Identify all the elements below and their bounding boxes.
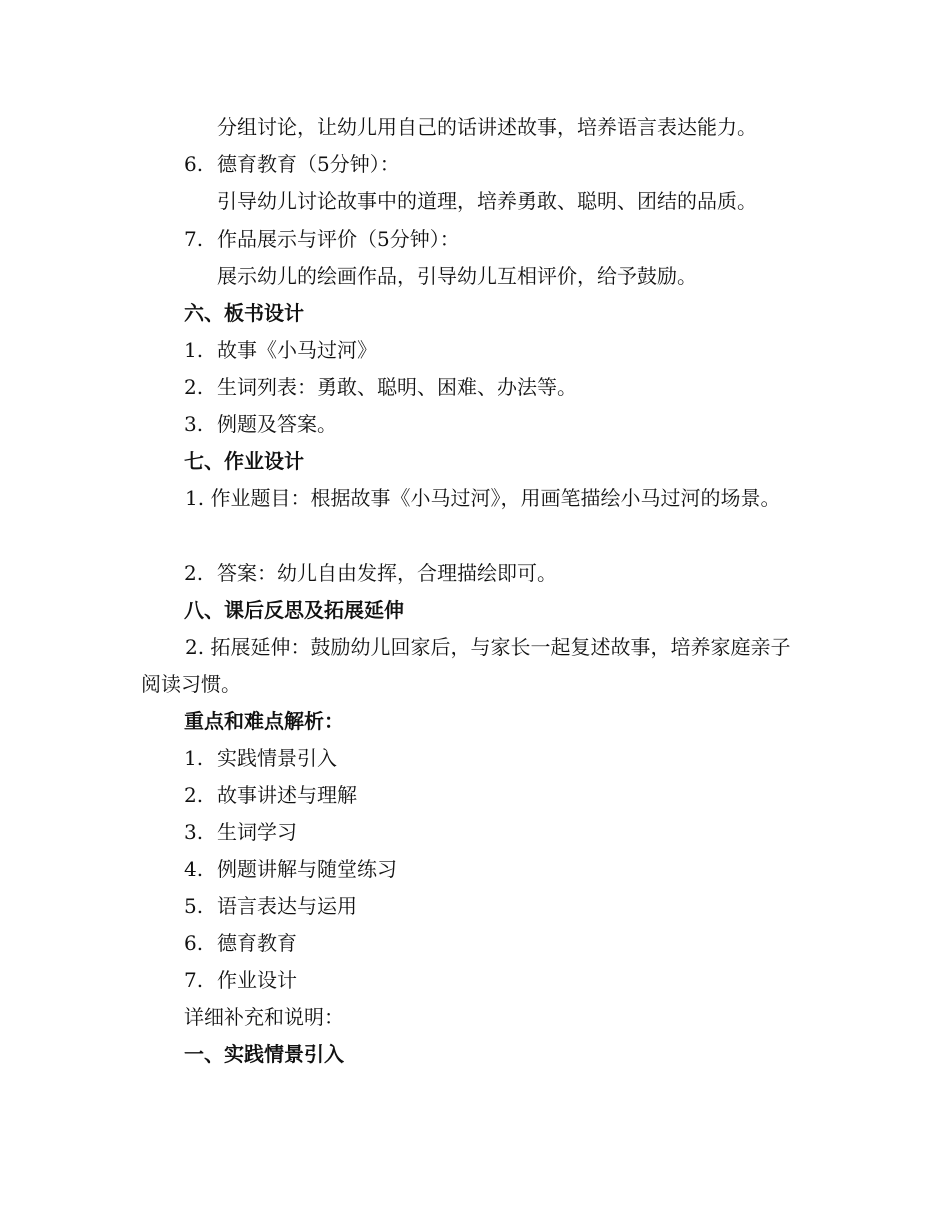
list-number: 3. <box>184 412 204 436</box>
section-heading-practice-intro: 一、实践情景引入 <box>184 1042 344 1066</box>
list-number: 2. <box>184 783 204 807</box>
list-item-answer <box>184 559 557 587</box>
paragraph-group-discussion: 分组讨论，让幼儿用自己的话讲述故事，培养语言表达能力。 <box>217 115 757 139</box>
list-text: 语言表达与运用 <box>217 894 357 918</box>
paragraph-work-display: 展示幼儿的绘画作品，引导幼儿互相评价，给予鼓励。 <box>217 264 697 288</box>
list-item-story <box>184 336 377 364</box>
list-number: 7. <box>184 227 204 251</box>
list-text: 例题及答案。 <box>217 412 337 436</box>
list-number: 3. <box>184 820 204 844</box>
list-number: 1. <box>184 746 204 770</box>
list-number: 7. <box>184 968 204 992</box>
paragraph-extension: 2. 拓展延伸：鼓励幼儿回家后，与家长一起复述故事，培养家庭亲子阅读习惯。 <box>141 635 791 696</box>
list-text: 答案：幼儿自由发挥，合理描绘即可。 <box>217 561 557 585</box>
list-number: 2. <box>184 561 204 585</box>
list-text: 德育教育（5分钟）： <box>217 152 400 176</box>
list-text: 例题讲解与随堂练习 <box>217 857 397 881</box>
list-item-examples <box>184 410 337 438</box>
list-item-key-1 <box>184 744 337 772</box>
list-text: 故事讲述与理解 <box>217 783 357 807</box>
list-item-work-display <box>184 225 460 253</box>
list-number: 4. <box>184 857 204 881</box>
list-number: 1. <box>184 338 204 362</box>
paragraph-homework-task: 1. 作业题目：根据故事《小马过河》，用画笔描绘小马过河的场景。 <box>185 486 781 510</box>
list-text: 作品展示与评价（5分钟）： <box>217 227 460 251</box>
list-text: 德育教育 <box>217 931 297 955</box>
list-number: 5. <box>184 894 204 918</box>
section-heading-key-points: 重点和难点解析： <box>184 709 344 733</box>
list-number: 6. <box>184 152 204 176</box>
list-item-key-2 <box>184 781 357 809</box>
list-item-key-3 <box>184 818 297 846</box>
list-text: 生词学习 <box>217 820 297 844</box>
list-item-key-7 <box>184 966 297 994</box>
list-item-moral-education <box>184 150 400 178</box>
list-text: 故事《小马过河》 <box>217 338 377 362</box>
list-text: 实践情景引入 <box>217 746 337 770</box>
list-text: 生词列表：勇敢、聪明、困难、办法等。 <box>217 375 577 399</box>
list-number: 2. <box>184 375 204 399</box>
list-number: 6. <box>184 931 204 955</box>
list-item-vocabulary <box>184 373 577 401</box>
list-text: 作业设计 <box>217 968 297 992</box>
list-item-key-6 <box>184 929 297 957</box>
paragraph-detailed-notes: 详细补充和说明： <box>184 1005 344 1029</box>
section-heading-blackboard: 六、板书设计 <box>184 301 304 325</box>
section-heading-homework: 七、作业设计 <box>184 449 304 473</box>
list-item-key-5 <box>184 892 357 920</box>
section-heading-reflection: 八、课后反思及拓展延伸 <box>184 598 404 622</box>
list-item-key-4 <box>184 855 397 883</box>
paragraph-moral-guidance: 引导幼儿讨论故事中的道理，培养勇敢、聪明、团结的品质。 <box>217 189 757 213</box>
